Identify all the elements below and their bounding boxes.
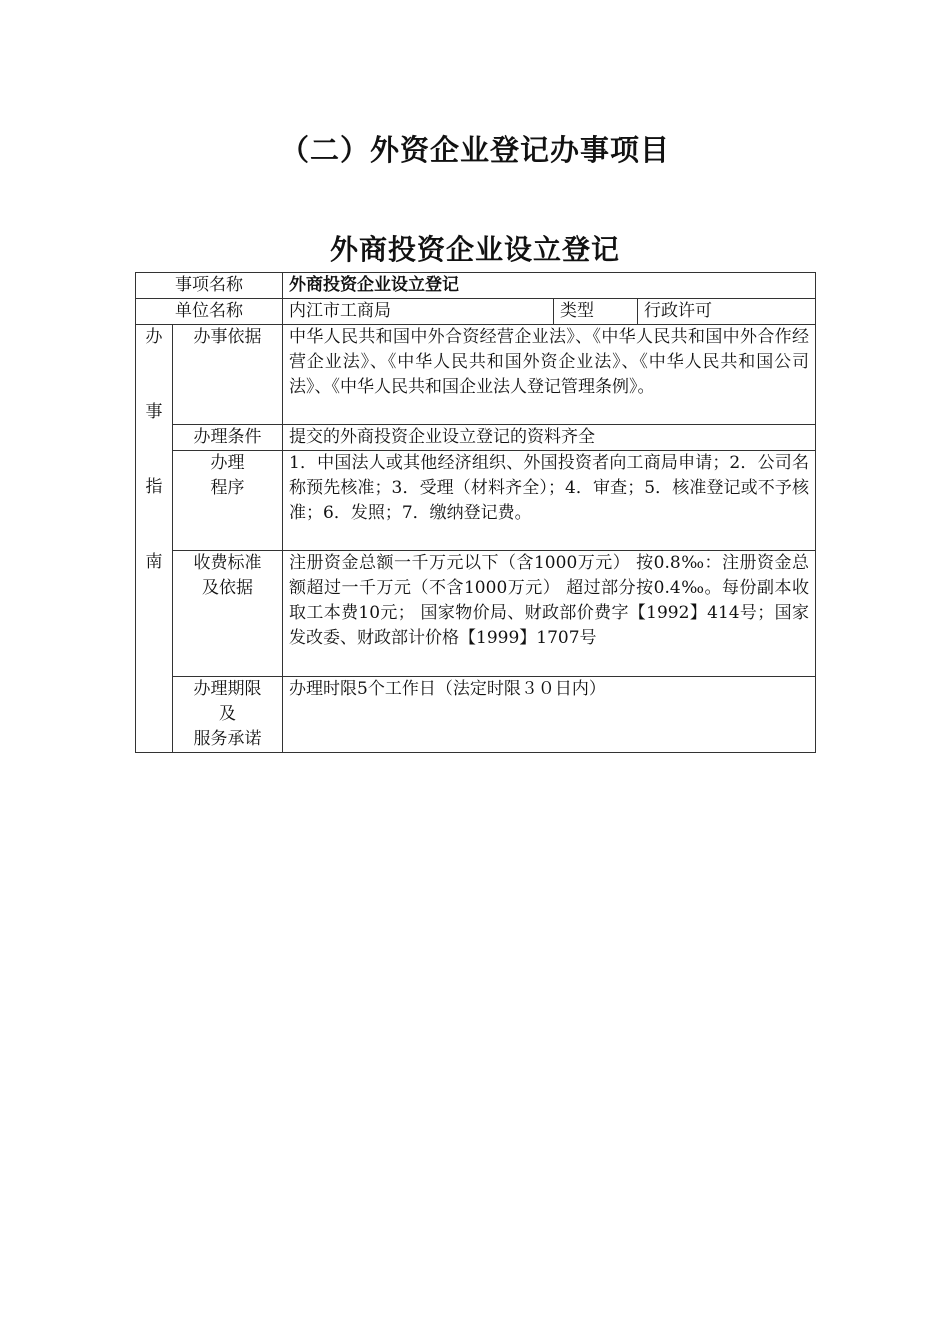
- fee-label: [173, 551, 283, 677]
- procedure-label-line: 办理: [210, 453, 245, 473]
- table-row-fee: [136, 551, 816, 677]
- period-label: [173, 677, 283, 753]
- conditions-label: 办理条件: [173, 425, 283, 451]
- type-value: 行政许可: [638, 299, 816, 325]
- item-name-value: 外商投资企业设立登记: [283, 273, 816, 299]
- unit-name-label: 单位名称: [136, 299, 283, 325]
- guide-side-label: [136, 325, 173, 753]
- side-char: 指: [145, 477, 163, 497]
- basis-value: 中华人民共和国中外合资经营企业法》、《中华人民共和国中外合作经营企业法》、《中华人民共和国外资企业法》、《中华人民共和国公司法》、《中华人民共和国企业法人登记管理条例》。: [283, 325, 816, 425]
- unit-name-value: 内江市工商局: [283, 299, 554, 325]
- procedure-value: 1．中国法人或其他经济组织、外国投资者向工商局申请；2．公司名称预先核准；3．受理（材料齐全）；4．审查；5．核准登记或不予核准；6．发照；7．缴纳登记费。: [283, 451, 816, 551]
- section-title: （二）外资企业登记办事项目: [279, 133, 670, 167]
- fee-label-line: 及依据: [202, 578, 253, 598]
- fee-value: 注册资金总额一千万元以下（含1000万元） 按0.8‰：注册资金总额超过一千万元（不含1000万元） 超过部分按0.4‰。每份副本收取工本费10元； 国家物价局、财政部价费字【1992】414号；国家发改委、财政部计价格【1999】1707号: [283, 551, 816, 677]
- procedure-label: [173, 451, 283, 551]
- period-value: 办理时限5个工作日（法定时限３０日内）: [283, 677, 816, 753]
- period-label-line: 及: [219, 704, 236, 724]
- period-label-line: 服务承诺: [193, 729, 262, 749]
- period-label-line: 办理期限: [193, 679, 262, 699]
- table-row-conditions: [136, 425, 816, 451]
- type-label: 类型: [554, 299, 638, 325]
- side-char: 事: [145, 402, 163, 422]
- side-char: 南: [145, 552, 163, 572]
- conditions-value: 提交的外商投资企业设立登记的资料齐全: [283, 425, 816, 451]
- procedure-label-line: 程序: [210, 478, 245, 498]
- item-name-label: 事项名称: [136, 273, 283, 299]
- document-title: 外商投资企业设立登记: [329, 233, 620, 266]
- table-row-period: [136, 677, 816, 753]
- basis-label: 办事依据: [173, 325, 283, 425]
- table-row-item-name: [136, 273, 816, 299]
- table-row-procedure: [136, 451, 816, 551]
- service-guide-table: [135, 272, 816, 753]
- side-char: 办: [145, 327, 163, 347]
- fee-label-line: 收费标准: [193, 553, 262, 573]
- table-row-unit: [136, 299, 816, 325]
- table-row-basis: [136, 325, 816, 425]
